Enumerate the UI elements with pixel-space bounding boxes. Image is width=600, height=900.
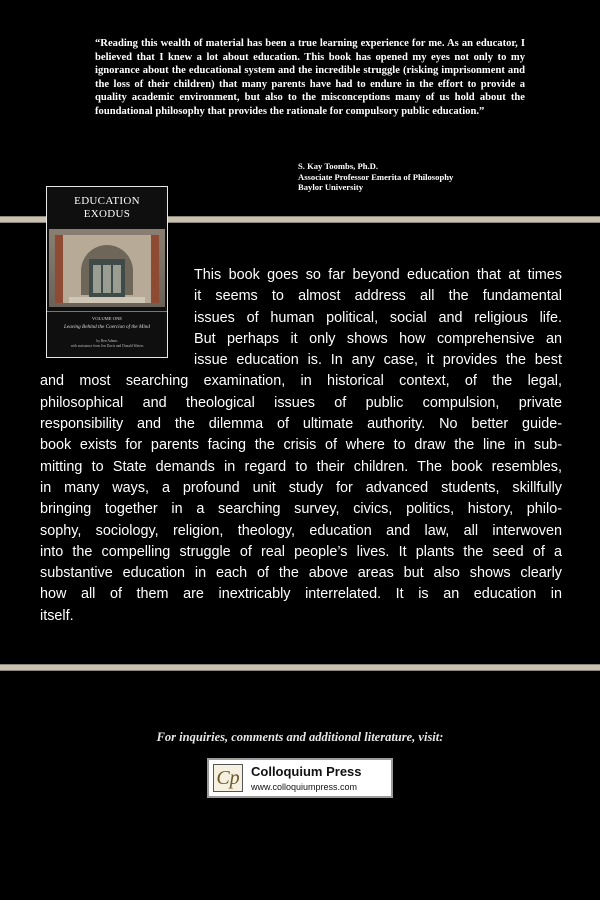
publisher-name: Colloquium Press — [251, 764, 362, 779]
book-author-note: with assistance from Jen Davis and Donald Waters — [70, 344, 144, 348]
review-line: issue education is. In any case, it provides the best — [194, 352, 562, 369]
review-line: how all of them are inextricably interrelated. It is an education in — [40, 586, 562, 603]
attribution-institution: Baylor University — [298, 182, 364, 193]
book-title-line2: EXODUS — [83, 208, 131, 220]
book-subtitle-block — [47, 311, 167, 330]
review-line: itself. — [40, 607, 74, 624]
book-author-block — [47, 339, 167, 349]
review-line: bringing together in a searching survey, civics, politics, history, philo- — [40, 501, 562, 518]
book-title — [47, 195, 167, 221]
publisher-url[interactable]: www.colloquiumpress.com — [251, 782, 358, 792]
review-line: substantive education in each of the above areas but also shows clearly — [40, 565, 562, 582]
attribution-title: Associate Professor Emerita of Philosophy — [298, 171, 454, 182]
school-building-image — [55, 235, 159, 303]
bottom-divider — [0, 664, 600, 671]
book-author: by Ben Adams — [96, 339, 118, 343]
book-volume: VOLUME ONE — [91, 316, 123, 321]
review-line: and most searching examination, in historical context, of the legal, — [40, 373, 562, 390]
review-line: in many ways, a profound unit study for advanced students, skillfully — [40, 479, 562, 496]
review-line: into the compelling struggle of real people’s lives. It plants the seed of a — [40, 543, 562, 560]
review-line: sophy, sociology, religion, theology, education and law, all interwoven — [40, 522, 562, 539]
book-title-line1: EDUCATION — [74, 195, 140, 207]
book-cover-photo — [49, 229, 165, 307]
review-line: This book goes so far beyond education that at times — [194, 267, 562, 283]
review-line: it seems to almost address all the fundamental — [194, 288, 562, 305]
book-subtitle: Leaving Behind the Coercion of the Mind — [64, 324, 150, 330]
review-line: mitting to State demands in regard to their children. The book resembles, — [40, 458, 562, 475]
publisher-logo-icon: Cp — [213, 764, 243, 792]
review-line: But perhaps it only shows how comprehensive an — [194, 330, 562, 347]
book-cover-thumbnail — [46, 186, 168, 358]
quote-attribution — [298, 161, 538, 193]
review-line: responsibility and the dilemma of ultimate authority. No better guide- — [40, 416, 562, 433]
review-line: issues of human political, social and religious life. — [194, 309, 562, 326]
publisher-badge[interactable] — [207, 758, 393, 798]
review-line: book exists for parents facing the crisis of where to draw the line in sub- — [40, 437, 562, 454]
review-line: philosophical and theological issues of public compulsion, private — [40, 394, 562, 411]
inquiry-text: For inquiries, comments and additional literature, visit: — [156, 730, 444, 744]
endorsement-quote: “Reading this wealth of material has been a true learning experience for me. As an educator, I believed that I knew a lot about education. This book has opened my eyes not only to my ignorance about the educational system and the incredible struggle (risking imprisonment and the loss of their children) that many parents have had to endure in the effort to provide a quality academic environment, but also to the misconceptions many of us hold about the foundational philosophy that provides the rationale for compulsory public education.” — [95, 38, 525, 117]
attribution-name: S. Kay Toombs, Ph.D. — [298, 161, 378, 171]
